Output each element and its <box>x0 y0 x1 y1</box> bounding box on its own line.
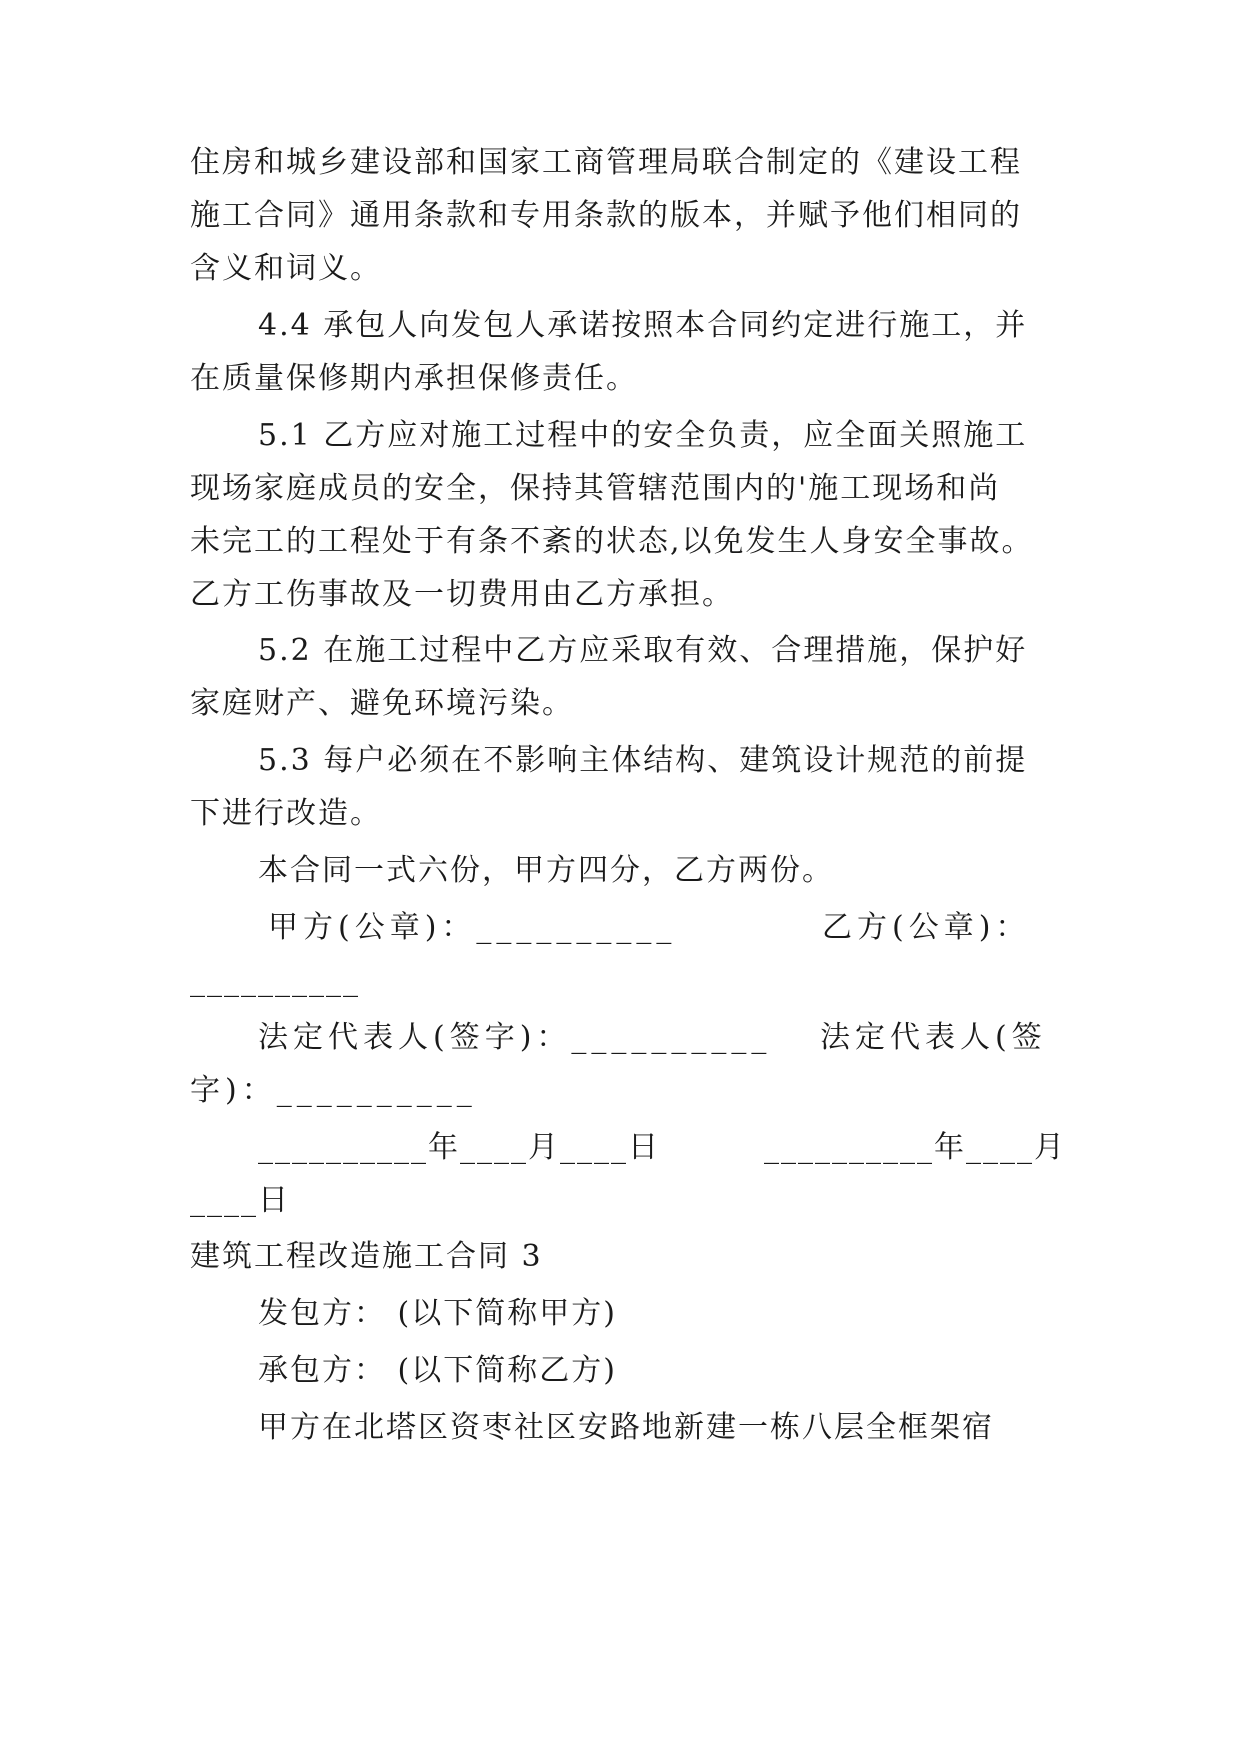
paragraph-line: 含义和词义。 <box>190 251 382 286</box>
party-b-seal: 乙方(公章)： <box>822 910 1031 945</box>
clause-5-1: 5.1 乙方应对施工过程中的安全负责，应全面关照施工 <box>258 418 1028 453</box>
paragraph-line: 未完工的工程处于有条不紊的状态,以免发生人身安全事故。 <box>190 524 1034 559</box>
paragraph-line: 住房和城乡建设部和国家工商管理局联合制定的《建设工程 <box>190 145 1022 180</box>
party-b-representative-cont: 字)：__________ <box>190 1073 477 1108</box>
party-a-date: __________年____月____日 <box>258 1130 660 1165</box>
party-b-date: __________年____月 <box>764 1130 1066 1165</box>
clause-5-3: 5.3 每户必须在不影响主体结构、建筑设计规范的前提 <box>258 743 1028 778</box>
paragraph-line: 甲方在北塔区资枣社区安路地新建一栋八层全框架宿 <box>258 1410 994 1445</box>
party-a-seal: 甲方(公章)：__________ <box>268 910 677 945</box>
party-a-representative: 法定代表人(签字)：__________ <box>258 1020 772 1055</box>
clause-4-4: 4.4 承包人向发包人承诺按照本合同约定进行施工，并 <box>258 308 1028 343</box>
copies-statement: 本合同一式六份，甲方四分，乙方两份。 <box>258 853 834 888</box>
paragraph-line: 下进行改造。 <box>190 796 382 831</box>
paragraph-line: 在质量保修期内承担保修责任。 <box>190 361 638 396</box>
party-b-representative: 法定代表人(签 <box>820 1020 1047 1055</box>
party-b-seal-blank: __________ <box>190 963 360 998</box>
paragraph-line: 乙方工伤事故及一切费用由乙方承担。 <box>190 577 734 612</box>
party-b-date-cont: ____日 <box>190 1183 290 1218</box>
clause-5-2: 5.2 在施工过程中乙方应采取有效、合理措施，保护好 <box>258 633 1028 668</box>
paragraph-line: 现场家庭成员的安全，保持其管辖范围内的'施工现场和尚 <box>190 471 1001 506</box>
paragraph-line: 家庭财产、避免环境污染。 <box>190 686 574 721</box>
section-title: 建筑工程改造施工合同 3 <box>190 1239 543 1274</box>
employer-line: 发包方： (以下简称甲方) <box>258 1296 617 1331</box>
paragraph-line: 施工合同》通用条款和专用条款的版本，并赋予他们相同的 <box>190 198 1022 233</box>
contractor-line: 承包方： (以下简称乙方) <box>258 1353 617 1388</box>
